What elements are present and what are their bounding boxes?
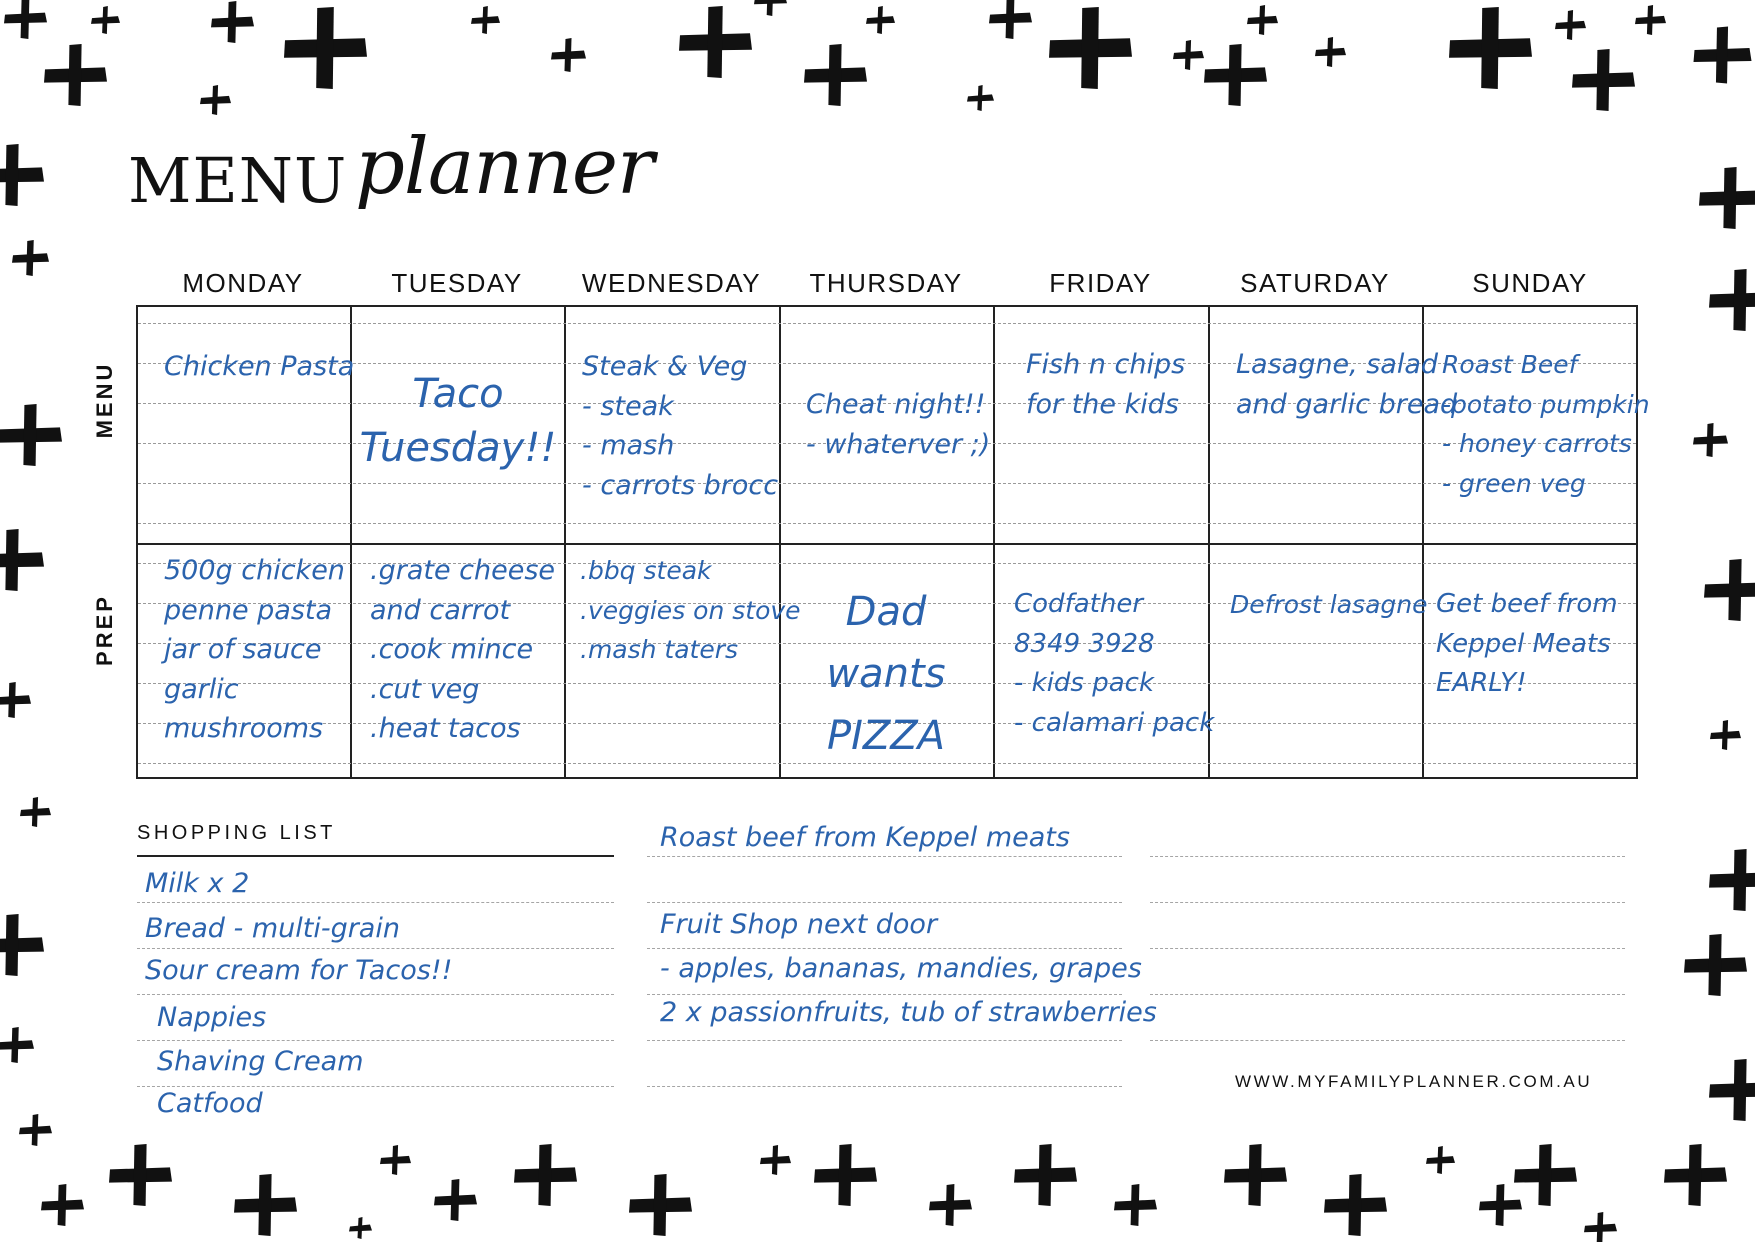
cross-icon	[1635, 5, 1666, 35]
cross-icon	[679, 6, 752, 78]
cross-icon	[19, 1114, 52, 1146]
cross-icon	[1114, 1184, 1157, 1226]
shopping-list-title: SHOPPING LIST	[137, 822, 336, 844]
cross-icon	[1204, 44, 1267, 106]
cross-icon	[4, 0, 47, 39]
cross-icon	[380, 1145, 411, 1175]
page-title-planner: planner	[355, 122, 654, 212]
cross-icon	[754, 0, 787, 16]
cross-icon	[1555, 10, 1586, 40]
cross-icon	[1684, 934, 1747, 996]
cross-icon	[514, 1144, 577, 1206]
prep-cell-monday: 500g chicken penne pasta jar of sauce garlic mushrooms	[164, 555, 345, 745]
cross-icon	[0, 682, 31, 718]
prep-cell-tuesday: .grate cheese and carrot .cook mince .cut veg .heat tacos	[370, 555, 556, 745]
menu-grid	[136, 305, 1650, 779]
cross-icon	[967, 85, 994, 111]
cross-icon	[760, 1145, 791, 1175]
cross-icon	[1709, 1059, 1755, 1121]
prep-cell-friday: Codfather 8349 3928 - kids pack - calamari pack	[1014, 589, 1215, 738]
cross-icon	[1709, 269, 1755, 331]
shopping-item: Catfood	[157, 1088, 263, 1119]
cross-icon	[0, 1027, 34, 1063]
cross-icon	[349, 1217, 372, 1239]
cross-icon	[0, 914, 44, 976]
cross-icon	[1710, 720, 1741, 750]
cross-icon	[1224, 1144, 1287, 1206]
menu-cell-tuesday: Taco Tuesday!!	[359, 371, 557, 471]
cross-icon	[1449, 7, 1532, 89]
shopping-item: Nappies	[157, 1002, 267, 1033]
cross-icon	[929, 1184, 972, 1226]
shopping-item: Bread - multi-grain	[145, 913, 400, 944]
prep-cell-sunday: Get beef from Keppel Meats EARLY!	[1436, 589, 1618, 699]
cross-icon	[1173, 40, 1204, 70]
cross-icon	[0, 144, 44, 206]
shopping-item: Milk x 2	[145, 868, 250, 899]
cross-icon	[1584, 1212, 1617, 1242]
cross-icon	[1664, 1144, 1727, 1206]
cross-icon	[1014, 1144, 1077, 1206]
cross-icon	[284, 7, 367, 89]
cross-icon	[1699, 167, 1755, 229]
cross-icon	[109, 1144, 172, 1206]
cross-icon	[0, 404, 62, 466]
cross-icon	[629, 1174, 692, 1236]
cross-icon	[1324, 1174, 1387, 1236]
cross-icon	[234, 1174, 297, 1236]
menu-cell-sunday: Roast Beef -potato pumpkin - honey carrots - green veg	[1442, 350, 1650, 498]
cross-icon	[41, 1184, 84, 1226]
menu-cell-friday: Fish n chips for the kids	[1026, 349, 1186, 420]
shopping-list-rule	[137, 855, 614, 857]
row-label-menu: MENU	[92, 361, 117, 439]
cross-icon	[1049, 7, 1132, 89]
cross-icon	[0, 529, 44, 591]
prep-cell-wednesday: .bbq steak .veggies on stove .mash taters	[580, 556, 801, 665]
menu-cell-thursday: Cheat night!! - whaterver ;)	[806, 389, 991, 460]
shopping-item: - apples, bananas, mandies, grapes	[660, 953, 1142, 984]
menu-cell-wednesday: Steak & Veg - steak - mash - carrots brocc	[582, 351, 779, 501]
cross-icon	[804, 44, 867, 106]
menu-cell-saturday: Lasagne, salad and garlic bread	[1236, 349, 1458, 420]
website-url: WWW.MYFAMILYPLANNER.COM.AU	[1235, 1072, 1593, 1091]
cross-icon	[866, 6, 895, 34]
row-label-prep: PREP	[92, 594, 117, 666]
shopping-item: Sour cream for Tacos!!	[145, 955, 453, 986]
cross-icon	[814, 1144, 877, 1206]
cross-icon	[1247, 5, 1278, 35]
cross-icon	[434, 1179, 477, 1221]
cross-icon	[200, 85, 231, 115]
page-title-menu: MENU	[128, 144, 348, 217]
cross-icon	[1514, 1144, 1577, 1206]
shopping-item: Roast beef from Keppel meats	[660, 822, 1070, 853]
shopping-item: 2 x passionfruits, tub of strawberries	[660, 997, 1157, 1028]
cross-icon	[211, 1, 254, 43]
day-header-monday: MONDAY	[182, 268, 304, 298]
menu-cell-monday: Chicken Pasta	[164, 351, 355, 382]
day-header-wednesday: WEDNESDAY	[581, 268, 762, 298]
day-header-tuesday: TUESDAY	[391, 268, 523, 298]
cross-icon	[91, 6, 120, 34]
cross-icon	[1693, 423, 1728, 457]
cross-icon	[1704, 559, 1755, 621]
cross-icon	[989, 0, 1032, 39]
cross-icon	[551, 38, 586, 72]
prep-cell-thursday: Dad wants PIZZA	[826, 589, 946, 759]
cross-icon	[1572, 49, 1635, 111]
cross-icon	[44, 44, 107, 106]
day-header-friday: FRIDAY	[1049, 268, 1152, 298]
cross-icon	[1709, 849, 1755, 911]
cross-icon	[12, 240, 49, 276]
cross-icon	[20, 797, 51, 827]
cross-icon	[1694, 27, 1752, 84]
cross-icon	[1426, 1146, 1455, 1174]
shopping-item: Fruit Shop next door	[660, 909, 938, 940]
cross-icon	[1315, 37, 1346, 67]
prep-cell-saturday: Defrost lasagne	[1230, 590, 1428, 619]
cross-icon	[1479, 1184, 1522, 1226]
day-header-thursday: THURSDAY	[809, 268, 963, 298]
shopping-item: Shaving Cream	[157, 1046, 364, 1077]
day-header-saturday: SATURDAY	[1240, 268, 1390, 298]
cross-icon	[471, 6, 500, 34]
day-header-sunday: SUNDAY	[1472, 268, 1588, 298]
